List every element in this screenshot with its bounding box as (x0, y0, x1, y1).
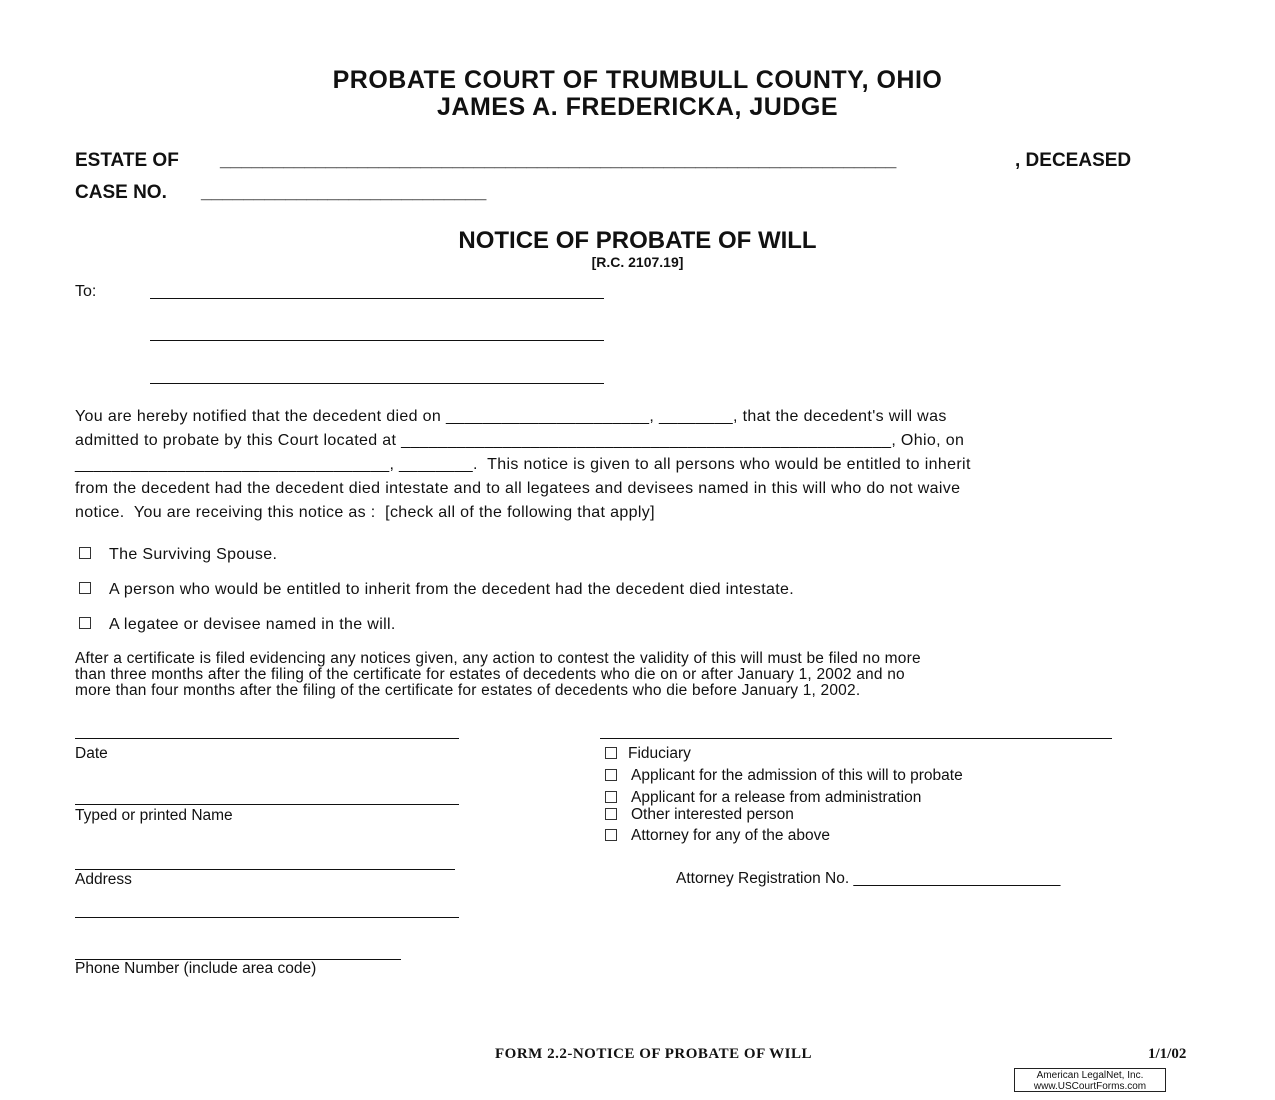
attorney-checkbox[interactable] (605, 829, 617, 841)
judge-name: JAMES A. FREDERICKA, JUDGE (436, 93, 838, 121)
estate-name-field[interactable]: ________________________________________________________________ (220, 150, 897, 171)
recipient-line-3[interactable] (150, 383, 604, 384)
applicant-release-checkbox[interactable] (605, 791, 617, 803)
case-number-field[interactable]: ___________________________ (201, 182, 487, 203)
deceased-label: , DECEASED (1015, 150, 1132, 171)
date-line[interactable] (75, 738, 459, 739)
attorney-registration-field[interactable]: Attorney Registration No. ________________________ (676, 870, 1061, 887)
address-line-2[interactable] (75, 917, 459, 918)
publisher-name: American LegalNet, Inc. (1036, 1070, 1144, 1081)
heir-checkbox[interactable] (79, 582, 91, 594)
other-interested-checkbox[interactable] (605, 808, 617, 820)
applicant-release-label: Applicant for a release from administration (631, 789, 922, 806)
contest-line-3: more than four months after the filing of the certificate for estates of decedents who die before January 1, 2002. (75, 682, 861, 699)
body-line-4: from the decedent had the decedent died intestate and to all legatees and devisees named in this will who do not waive (75, 480, 961, 497)
phone-label: Phone Number (include area code) (75, 960, 317, 977)
body-line-2: admitted to probate by this Court located at _____________________________________________________, Ohio, on (75, 432, 965, 449)
date-label: Date (75, 745, 108, 762)
name-line[interactable] (75, 804, 459, 805)
contest-line-2: than three months after the filing of the certificate for estates of decedents who die on or after January 1, 2002 and no (75, 666, 905, 683)
publisher-stamp (1014, 1068, 1166, 1092)
applicant-admission-checkbox[interactable] (605, 769, 617, 781)
signature-line[interactable] (600, 738, 1112, 739)
body-line-1: You are hereby notified that the decedent died on ______________________, ________, that the decedent's will was (75, 408, 947, 425)
contest-line-1: After a certificate is filed evidencing any notices given, any action to contest the validity of this will must be filed no more (75, 650, 921, 667)
heir-label: A person who would be entitled to inherit from the decedent had the decedent died intestate. (109, 581, 795, 598)
publisher-url: www.USCourtForms.com (1033, 1081, 1147, 1092)
form-footer-title: FORM 2.2-NOTICE OF PROBATE OF WILL (495, 1046, 813, 1062)
legatee-label: A legatee or devisee named in the will. (109, 616, 396, 633)
body-line-5: notice. You are receiving this notice as : [check all of the following that apply] (75, 504, 655, 521)
fiduciary-checkbox[interactable] (605, 747, 617, 759)
recipient-line-2[interactable] (150, 340, 604, 341)
body-line-3: __________________________________, ________. This notice is given to all persons who would be entitled to inherit (75, 456, 971, 473)
estate-of-label: ESTATE OF (75, 150, 179, 171)
court-title: PROBATE COURT OF TRUMBULL COUNTY, OHIO (332, 66, 943, 94)
legatee-checkbox[interactable] (79, 617, 91, 629)
statute-reference: [R.C. 2107.19] (591, 254, 684, 270)
form-date: 1/1/02 (1148, 1046, 1187, 1062)
surviving-spouse-label: The Surviving Spouse. (109, 546, 278, 563)
attorney-label: Attorney for any of the above (631, 827, 831, 844)
applicant-admission-label: Applicant for the admission of this will to probate (631, 767, 963, 784)
fiduciary-label: Fiduciary (628, 745, 691, 762)
address-label: Address (75, 871, 132, 888)
case-no-label: CASE NO. (75, 182, 167, 203)
notice-title: NOTICE OF PROBATE OF WILL (458, 227, 817, 254)
other-interested-label: Other interested person (631, 806, 794, 823)
to-label: To: (75, 283, 97, 300)
surviving-spouse-checkbox[interactable] (79, 547, 91, 559)
recipient-line-1[interactable] (150, 298, 604, 299)
address-line-1[interactable] (75, 869, 455, 870)
name-label: Typed or printed Name (75, 807, 233, 824)
